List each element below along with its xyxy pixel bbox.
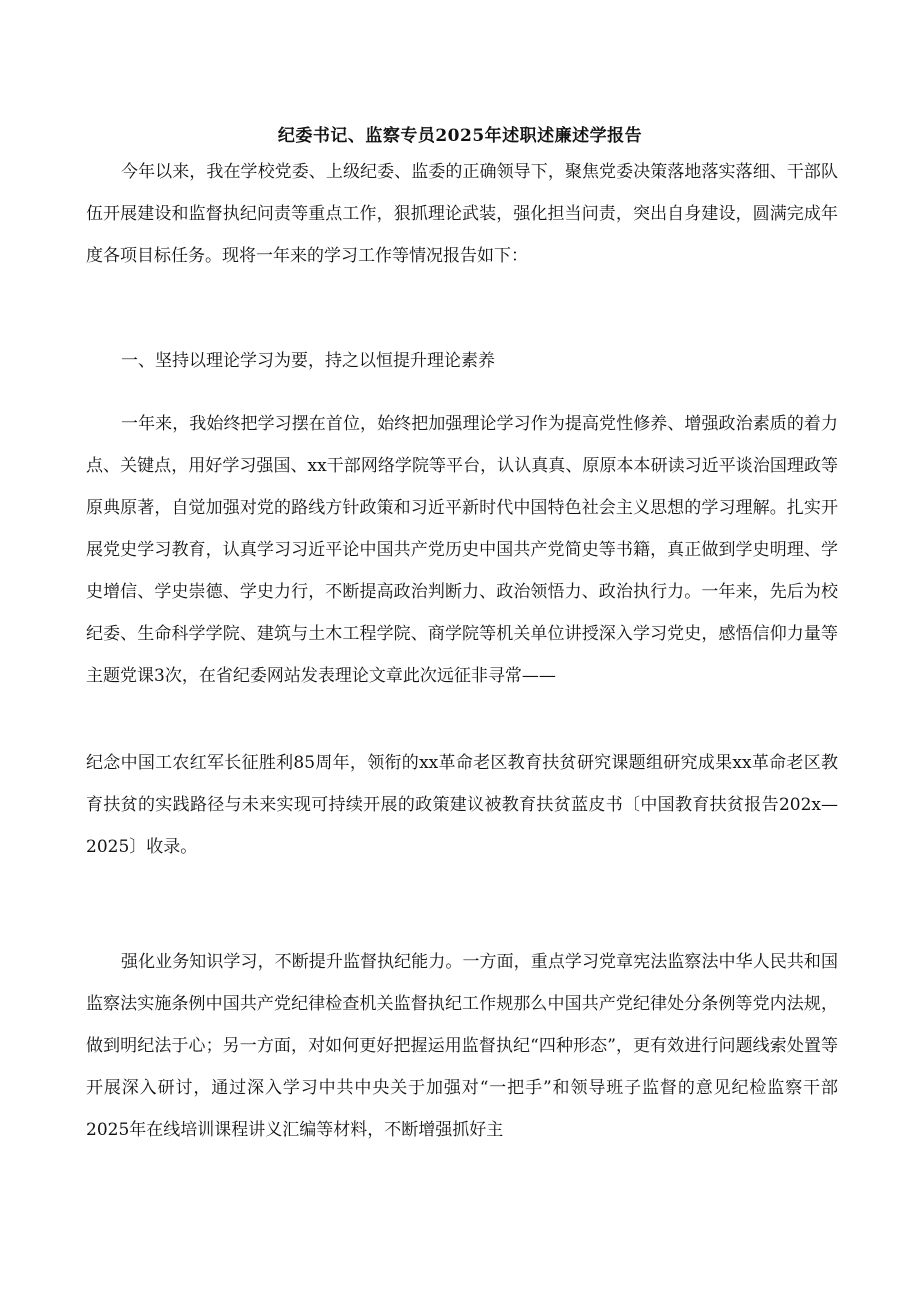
body-paragraph: 纪念中国工农红军长征胜利85周年，领衔的xx革命老区教育扶贫研究课题组研究成果xx革命老区教育扶贫的实践路径与未来实现可持续开展的政策建议被教育扶贫蓝皮书〔中国教育扶贫报告202x—2025〕收录。 xyxy=(86,753,838,857)
body-paragraph: 强化业务知识学习，不断提升监督执纪能力。一方面，重点学习党章宪法监察法中华人民共和国监察法实施条例中国共产党纪律检查机关监督执纪工作规那么中国共产党纪律处分条例等党内法规，做到明纪法于心；另一方面，对如何更好把握运用监督执纪“四种形态”，更有效进行问题线索处置等开展深入研讨，通过深入学习中共中央关于加强对“一把手”和领导班子监督的意见纪检监察干部2025年在线培训课程讲义汇编等材料，不断增强抓好主 xyxy=(86,952,838,1140)
section-heading: 一、坚持以理论学习为要，持之以恒提升理论素养 xyxy=(121,351,495,371)
intro-paragraph: 今年以来，我在学校党委、上级纪委、监委的正确领导下，聚焦党委决策落地落实落细、干部队伍开展建设和监督执纪问责等重点工作，狠抓理论武装，强化担当问责，突出自身建设，圆满完成年度各项目标任务。现将一年来的学习工作等情况报告如下： xyxy=(86,162,838,266)
body-paragraph: 一年来，我始终把学习摆在首位，始终把加强理论学习作为提高党性修养、增强政治素质的着力点、关键点，用好学习强国、xx干部网络学院等平台，认认真真、原原本本研读习近平谈治国理政等原典原著，自觉加强对党的路线方针政策和习近平新时代中国特色社会主义思想的学习理解。扎实开展党史学习教育，认真学习习近平论中国共产党历史中国共产党简史等书籍，真正做到学史明理、学史增信、学史崇德、学史力行，不断提高政治判断力、政治领悟力、政治执行力。一年来，先后为校纪委、生命科学学院、建筑与土木工程学院、商学院等机关单位讲授深入学习党史，感悟信仰力量等主题党课3次，在省纪委网站发表理论文章此次远征非寻常—— xyxy=(86,414,838,686)
document-title: 纪委书记、监察专员2025年述职述廉述学报告 xyxy=(277,126,643,146)
